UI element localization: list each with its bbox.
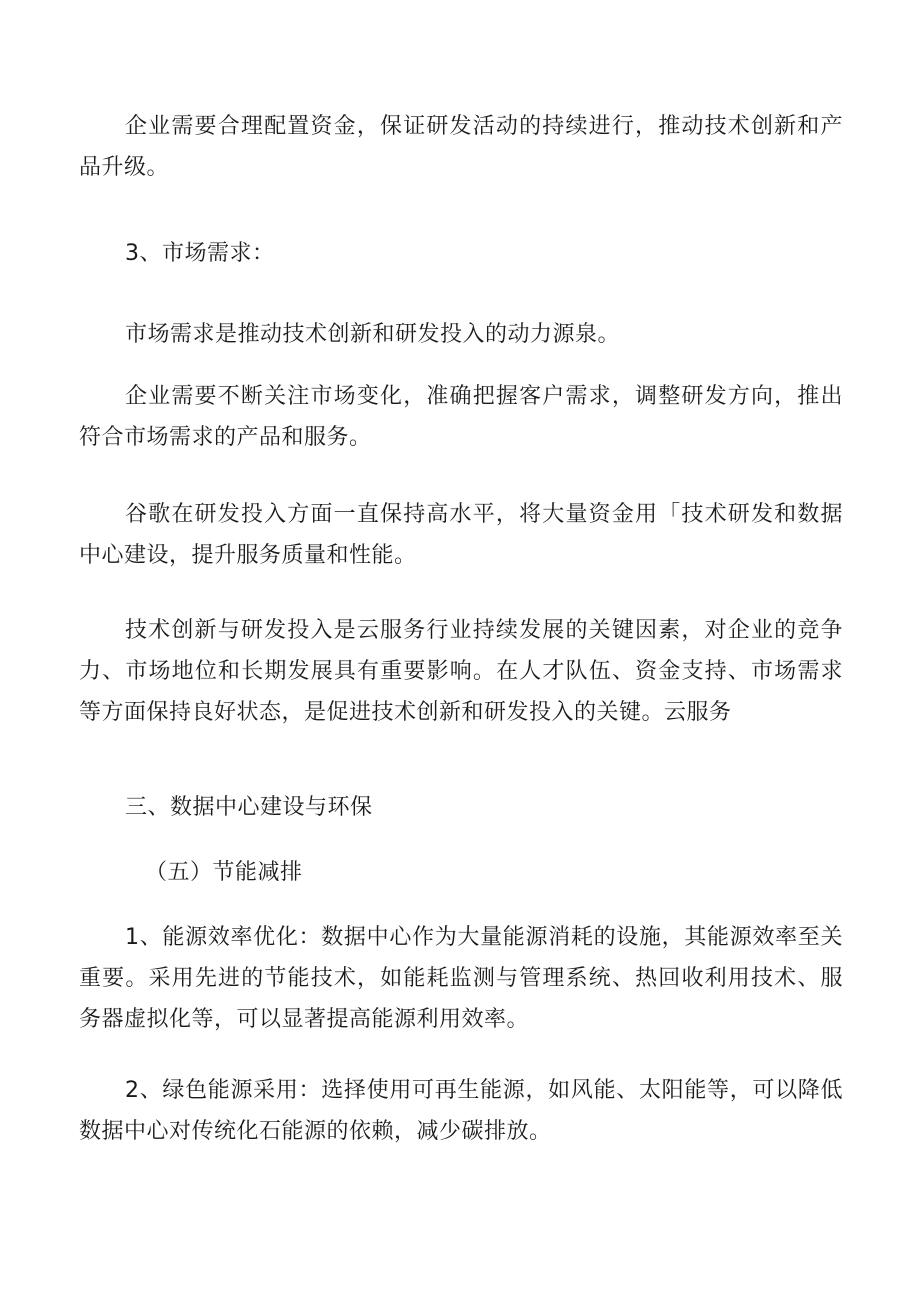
paragraph-market-changes: 企业需要不断关注市场变化，准确把握客户需求，调整研发方向，推出符合市场需求的产品和服务。 xyxy=(79,384,843,450)
paragraph-market-demand-source: 市场需求是推动技术创新和研发投入的动力源泉。 xyxy=(125,322,621,347)
paragraph-green-energy: 2、绿色能源采用：选择使用可再生能源，如风能、太阳能等，可以降低数据中心对传统化石能源的依赖，减少碳排放。 xyxy=(79,1078,843,1144)
paragraph-summary: 技术创新与研发投入是云服务行业持续发展的关键因素，对企业的竞争力、市场地位和长期发展具有重要影响。在人才队伍、资金支持、市场需求等方面保持良好状态，是促进技术创新和研发投入的关键。云服务 xyxy=(79,618,843,725)
subsection-heading-energy-saving: （五）节能减排 xyxy=(145,860,303,885)
section-heading-datacenter: 三、数据中心建设与环保 xyxy=(125,795,373,820)
paragraph-energy-efficiency: 1、能源效率优化：数据中心作为大量能源消耗的设施，其能源效率至关重要。采用先进的节能技术，如能耗监测与管理系统、热回收利用技术、服务器虚拟化等，可以显著提高能源利用效率。 xyxy=(79,925,843,1032)
paragraph-google-example: 谷歌在研发投入方面一直保持高水平，将大量资金用「技术研发和数据中心建设，提升服务质量和性能。 xyxy=(79,502,843,568)
paragraph-funding: 企业需要合理配置资金，保证研发活动的持续进行，推动技术创新和产品升级。 xyxy=(79,114,843,180)
heading-market-demand: 3、市场需求： xyxy=(125,241,275,266)
